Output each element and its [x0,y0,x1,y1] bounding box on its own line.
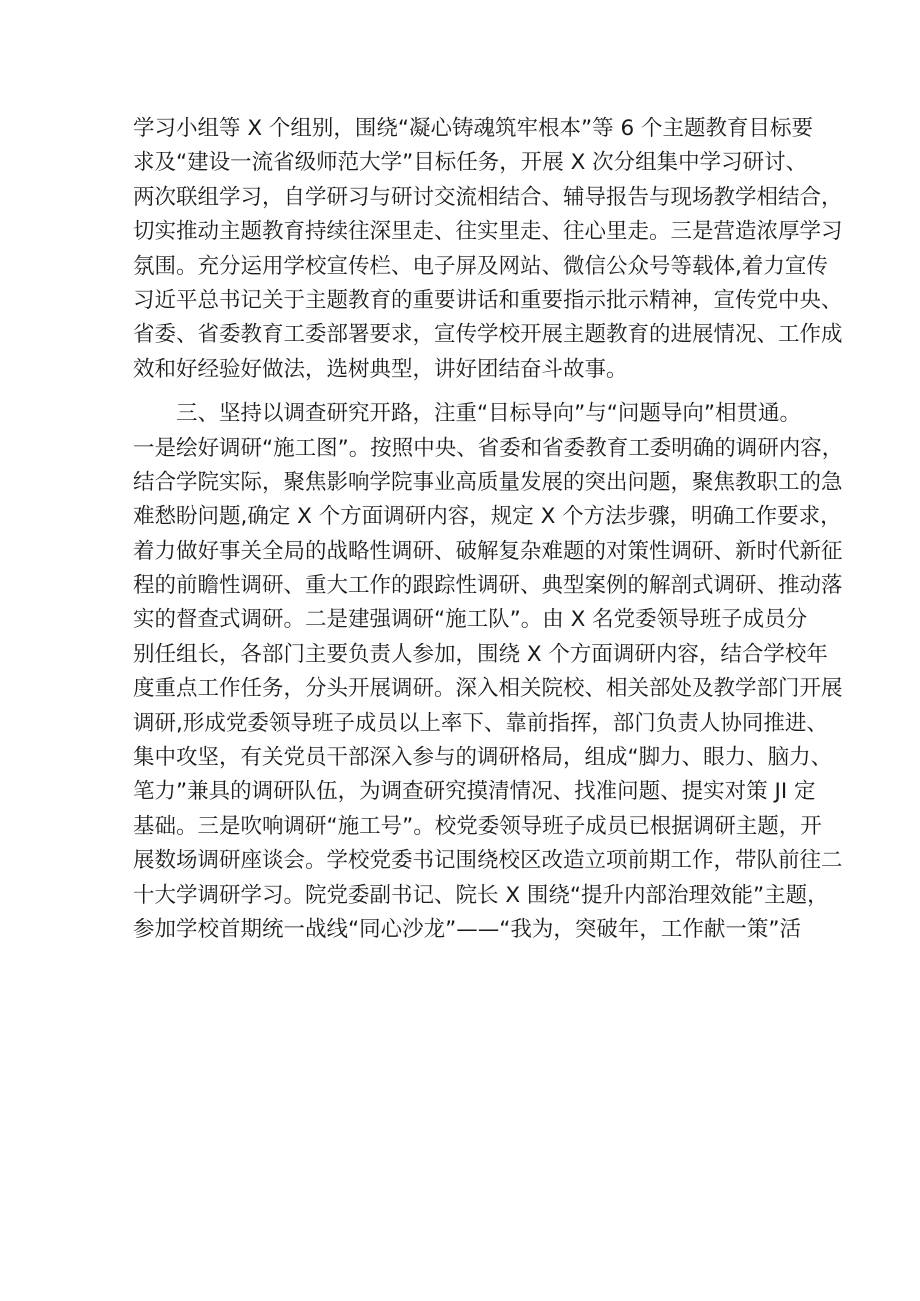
paragraph-gap [133,387,793,397]
text-line: 求及“建设一流省级师范大学”目标任务，开展 X 次分组集中学习研讨、 [133,150,808,176]
text-line: 集中攻坚，有关党员干部深入参与的调研格局，组成“脚力、眼力、脑力、 [133,745,833,771]
paragraph [133,112,843,387]
text-line: 笔力”兼具的调研队伍，为调查研究摸清情况、找准问题、提实对策 JI 定 [133,779,816,805]
paragraph [133,397,844,947]
text-line: 难愁盼问题,确定 X 个方面调研内容，规定 X 个方法步骤，明确工作要求， [133,504,842,530]
text-line: 省委、省委教育工委部署要求，宣传学校开展主题教育的进展情况、工作成 [133,322,843,348]
text-line: 参加学校首期统一战线“同心沙龙”——“我为，突破年，工作献一策”活 [133,916,802,942]
text-line: 调研,形成党委领导班子成员以上率下、靠前指挥，部门负责人协同推进、 [133,710,828,736]
text-line: 着力做好事关全局的战略性调研、破解复杂难题的对策性调研、新时代新征 [133,538,843,564]
text-line: 实的督查式调研。二是建强调研“施工队”。由 X 名党委领导班子成员分 [133,607,808,633]
text-line: 一是绘好调研“施工图”。按照中央、省委和省委教育工委明确的调研内容， [133,435,844,461]
text-line: 结合学院实际，聚焦影响学院事业高质量发展的突出问题，聚焦教职工的急 [133,469,843,495]
text-line: 基础。三是吹响调研“施工号”。校党委领导班子成员已根据调研主题，开 [133,813,822,839]
text-line: 度重点工作任务，分头开展调研。深入相关院校、相关部处及教学部门开展 [133,676,843,702]
text-line: 十大学调研学习。院党委副书记、院长 X 围绕“提升内部治理效能”主题， [133,882,829,908]
text-line: 别任组长，各部门主要负责人参加，围绕 X 个方面调研内容，结合学校年 [133,641,828,667]
text-line: 程的前瞻性调研、重大工作的跟踪性调研、典型案例的解剖式调研、推动落 [133,573,843,599]
text-line: 习近平总书记关于主题教育的重要讲话和重要指示批示精神，宣传党中央、 [133,287,843,313]
document-body [133,112,844,947]
text-line: 效和好经验好做法，选树典型，讲好团结奋斗故事。 [133,356,628,382]
section-heading-line: 三、坚持以调查研究开路，注重“目标导向”与“问题导向”相贯通。 [176,401,802,427]
text-line: 切实推动主题教育持续往深里走、往实里走、往心里走。三是营造浓厚学习 [133,219,843,245]
text-line: 两次联组学习，自学研习与研讨交流相结合、辅导报告与现场教学相结合， [133,184,843,210]
text-line: 展数场调研座谈会。学校党委书记围绕校区改造立项前期工作，带队前往二 [133,848,843,874]
text-line: 学习小组等 X 个组别，围绕“凝心铸魂筑牢根本”等 6 个主题教育目标要 [133,116,814,141]
text-line: 氛围。充分运用学校宣传栏、电子屏及网站、微信公众号等载体,着力宣传 [133,253,828,279]
